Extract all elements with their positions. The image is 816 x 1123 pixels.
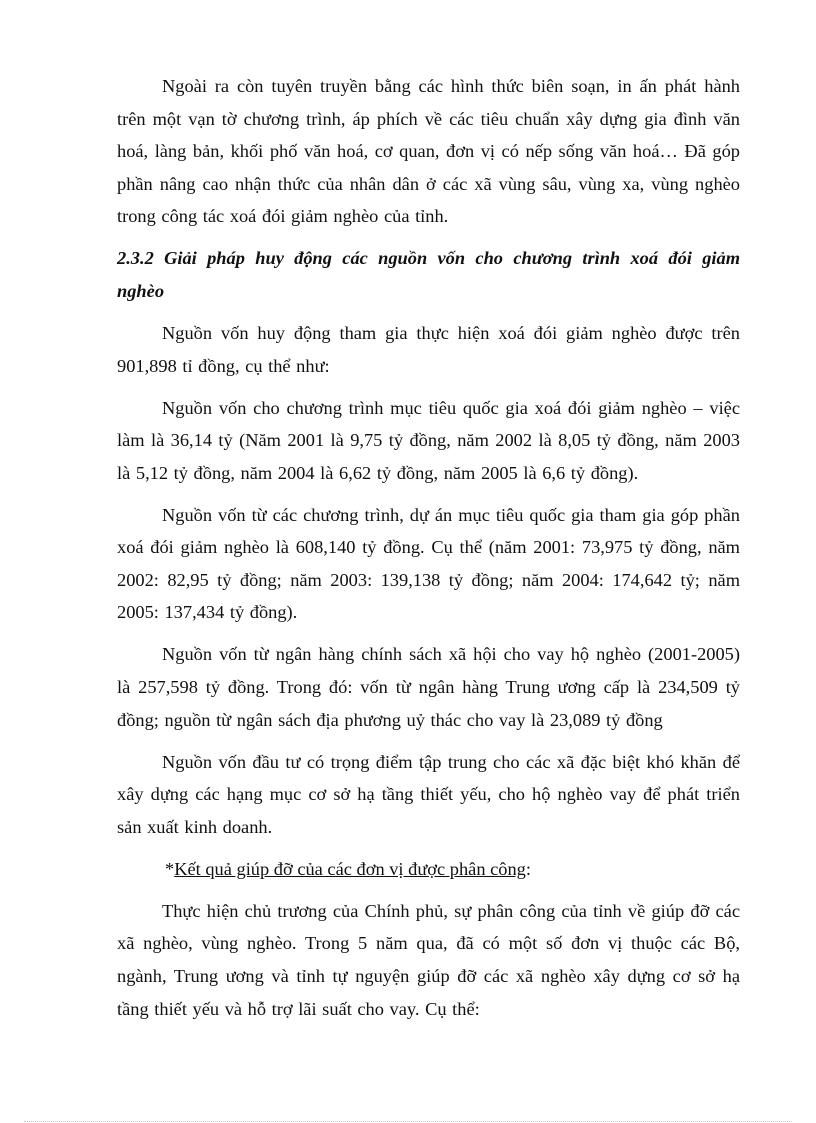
paragraph-focused-investment: Nguồn vốn đầu tư có trọng điểm tập trung cho các xã đặc biệt khó khăn để xây dựng các hạng mục cơ sở hạ tầng thiết yếu, cho hộ nghèo vay để phát triển sản xuất kinh doanh. bbox=[117, 751, 740, 837]
paragraph-assistance: Thực hiện chủ trương của Chính phủ, sự phân công của tỉnh về giúp đỡ các xã nghèo, vùng nghèo. Trong 5 năm qua, đã có một số đơn vị thuộc các Bộ, ngành, Trung ương và tỉnh tự nguyện giúp đỡ các xã nghèo xây dựng cơ sở hạ tầng thiết yếu và hỗ trợ lãi suất cho vay. Cụ thể: bbox=[117, 900, 740, 1019]
paragraph-social-policy-bank: Nguồn vốn từ ngân hàng chính sách xã hội cho vay hộ nghèo (2001-2005) là 257,598 tỷ đồng. Trong đó: vốn từ ngân hàng Trung ương cấp là 234,509 tỷ đồng; nguồn từ ngân sách địa phương uỷ thác cho vay là 23,089 tỷ đồng bbox=[117, 644, 740, 730]
result-label-prefix: * bbox=[165, 858, 175, 879]
document-page bbox=[117, 70, 740, 1035]
paragraph-propaganda: Ngoài ra còn tuyên truyền bằng các hình thức biên soạn, in ấn phát hành trên một vạn tờ chương trình, áp phích về các tiêu chuẩn xây dựng gia đình văn hoá, làng bản, khối phố văn hoá, cơ quan, đơn vị có nếp sống văn hoá… Đã góp phần nâng cao nhận thức của nhân dân ở các xã vùng sâu, vùng xa, vùng nghèo trong công tác xoá đói giảm nghèo của tỉnh. bbox=[117, 76, 740, 227]
result-label-text: Kết quả giúp đỡ của các đơn vị được phân công bbox=[174, 858, 526, 879]
paragraph-programs-projects: Nguồn vốn từ các chương trình, dự án mục tiêu quốc gia tham gia góp phần xoá đói giảm nghèo là 608,140 tỷ đồng. Cụ thể (năm 2001: 73,975 tỷ đồng, năm 2002: 82,95 tỷ đồng; năm 2003: 139,138 tỷ đồng; năm 2004: 174,642 tỷ; năm 2005: 137,434 tỷ đồng). bbox=[117, 504, 740, 623]
paragraph-national-target-program: Nguồn vốn cho chương trình mục tiêu quốc gia xoá đói giảm nghèo – việc làm là 36,14 tỷ (Năm 2001 là 9,75 tỷ đồng, năm 2002 là 8,05 tỷ đồng, năm 2003 là 5,12 tỷ đồng, năm 2004 là 6,62 tỷ đồng, năm 2005 là 6,6 tỷ đồng). bbox=[117, 397, 740, 483]
result-label-colon: : bbox=[525, 858, 532, 879]
section-heading: 2.3.2 Giải pháp huy động các nguồn vốn cho chương trình xoá đói giảm nghèo bbox=[117, 248, 740, 301]
paragraph-capital-total: Nguồn vốn huy động tham gia thực hiện xoá đói giảm nghèo được trên 901,898 tỉ đồng, cụ thể như: bbox=[117, 322, 740, 376]
result-label bbox=[117, 853, 740, 886]
page-bottom-divider bbox=[24, 1121, 792, 1122]
